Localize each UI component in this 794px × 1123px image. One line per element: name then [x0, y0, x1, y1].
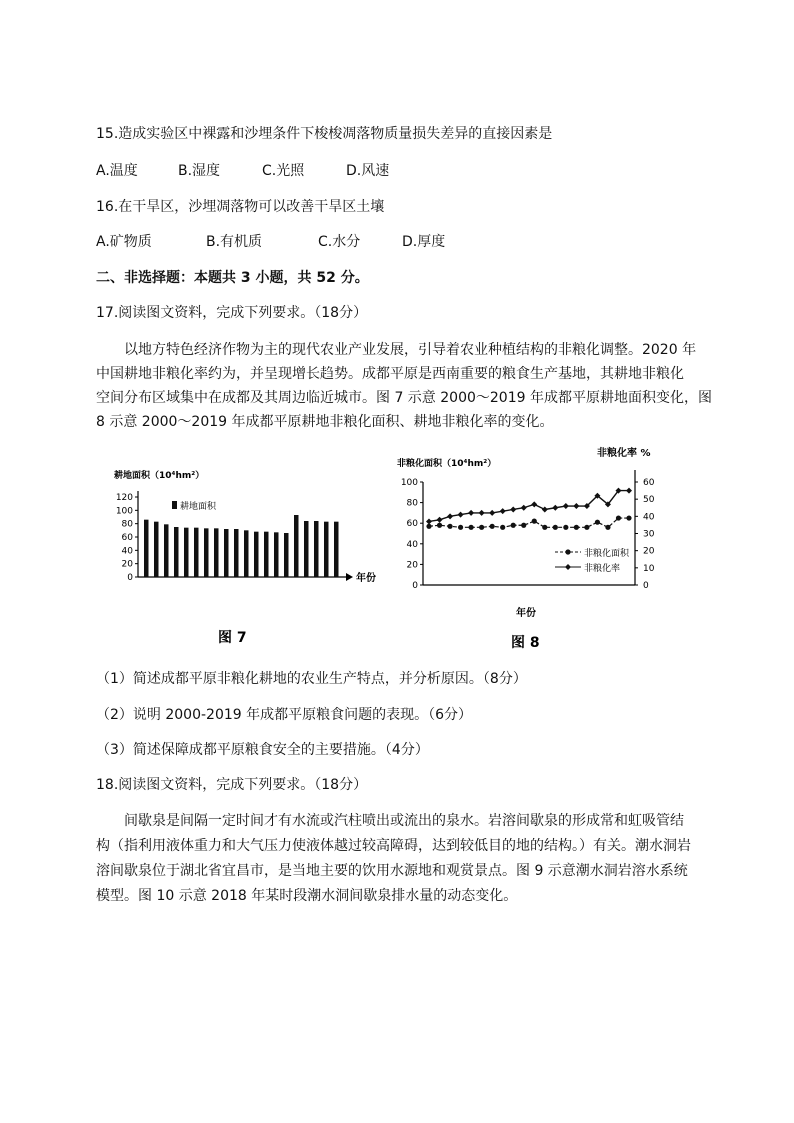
point-nonfood-rate [626, 488, 632, 494]
bar [234, 529, 239, 577]
point-nonfood-rate [437, 517, 443, 523]
y-tick-label: 0 [412, 581, 418, 591]
bar [294, 515, 299, 577]
point-nonfood-area [532, 519, 537, 524]
legend-swatch [172, 501, 177, 509]
section-title: 二、非选择题：本题共 3 小题，共 52 分。 [96, 270, 369, 286]
point-nonfood-area [479, 525, 484, 530]
q16-option-c: C.水分 [318, 234, 361, 250]
y2-tick-label: 10 [643, 563, 655, 574]
point-nonfood-area [469, 525, 474, 530]
bar [314, 521, 319, 577]
point-nonfood-area [447, 524, 452, 529]
y-tick-label: 40 [121, 546, 133, 557]
bar [144, 520, 149, 577]
y-tick-label: 20 [406, 560, 418, 571]
point-nonfood-area [500, 525, 505, 530]
y-tick-label: 20 [121, 559, 133, 570]
y2-tick-label: 30 [643, 529, 655, 540]
bar [174, 527, 179, 577]
point-nonfood-area [437, 523, 442, 528]
bar [324, 522, 329, 577]
y2-axis-label: 非粮化率 % [597, 448, 651, 459]
point-nonfood-area [574, 525, 579, 530]
point-nonfood-rate [447, 513, 453, 519]
point-nonfood-rate [573, 503, 579, 509]
point-nonfood-rate [531, 501, 537, 507]
q17-para-line-1: 以地方特色经济作物为主的现代农业产业发展，引导着农业种植结构的非粮化调整。2020 年 [124, 342, 697, 358]
q17-para-line-4: 8 示意 2000～2019 年成都平原耕地非粮化面积、耕地非粮化率的变化。 [96, 414, 554, 430]
q18-para-line-3: 溶间歇泉位于湖北省宜昌市，是当地主要的饮用水源地和观赏景点。图 9 示意潮水洞岩溶水系统 [96, 863, 688, 879]
legend-marker-area [565, 549, 570, 554]
point-nonfood-rate [458, 512, 464, 518]
point-nonfood-area [563, 525, 568, 530]
q15-option-d: D.风速 [346, 163, 390, 179]
q15-option-b: B.湿度 [178, 163, 221, 179]
point-nonfood-area [595, 520, 600, 525]
point-nonfood-rate [521, 505, 527, 511]
y2-tick-label: 60 [643, 478, 655, 488]
point-nonfood-area [521, 523, 526, 528]
point-nonfood-area [605, 525, 610, 530]
point-nonfood-rate [479, 510, 485, 516]
q18-stem: 18.阅读图文资料，完成下列要求。（18分） [96, 777, 368, 793]
q17-sub-question-1: （1）简述成都平原非粮化耕地的农业生产特点，并分析原因。（8分） [96, 671, 527, 687]
y-tick-label: 120 [115, 493, 133, 503]
legend-marker-rate [565, 564, 571, 570]
point-nonfood-area [616, 515, 621, 520]
y-tick-label: 80 [406, 498, 418, 509]
legend-label-area: 非粮化面积 [584, 549, 630, 559]
point-nonfood-rate [500, 508, 506, 514]
y-tick-label: 0 [127, 573, 133, 583]
q15-stem: 15.造成实验区中裸露和沙埋条件下梭梭凋落物质量损失差异的直接因素是 [96, 126, 553, 142]
bar [184, 528, 189, 577]
q18-para-line-2: 构（指利用液体重力和大气压力使液体越过较高障碍，达到较低目的地的结构。）有关。潮水洞岩 [96, 838, 691, 854]
x-axis-label: 年份 [516, 608, 536, 619]
point-nonfood-area [458, 525, 463, 530]
bar [164, 524, 169, 577]
point-nonfood-area [542, 525, 547, 530]
point-nonfood-area [553, 525, 558, 530]
q17-sub-question-2: （2）说明 2000-2019 年成都平原粮食问题的表现。（6分） [96, 707, 473, 723]
point-nonfood-rate [542, 506, 548, 512]
point-nonfood-rate [426, 518, 432, 524]
point-nonfood-area [511, 523, 516, 528]
q17-para-line-2: 中国耕地非粮化率约为，并呈现增长趋势。成都平原是西南重要的粮食生产基地，其耕地非粮化 [96, 366, 684, 382]
y-tick-label: 100 [400, 478, 418, 488]
legend-label-rate: 非粮化率 [584, 564, 621, 574]
y2-tick-label: 0 [643, 581, 649, 591]
y-tick-label: 60 [406, 519, 418, 530]
y2-tick-label: 20 [643, 546, 655, 557]
bar [244, 530, 249, 577]
figure-8-caption: 图 8 [511, 635, 540, 651]
point-nonfood-area [626, 515, 631, 520]
y-axis-label: 非粮化面积（10⁴hm²） [397, 459, 497, 469]
y-axis-label: 耕地面积（10⁴hm²） [114, 471, 205, 481]
y-tick-label: 60 [121, 533, 133, 543]
figure-7-chart [96, 440, 376, 655]
bar [264, 532, 269, 577]
figure-8-chart [385, 440, 685, 655]
x-axis-label: 年份 [356, 573, 376, 584]
bar [304, 521, 309, 577]
y-tick-label: 40 [406, 539, 418, 550]
x-axis-arrow [346, 573, 353, 581]
q18-para-line-1: 间歇泉是间隔一定时间才有水流或汽柱喷出或流出的泉水。岩溶间歇泉的形成常和虹吸管结 [124, 813, 684, 829]
q16-option-a: A.矿物质 [96, 234, 152, 250]
q15-option-c: C.光照 [262, 163, 305, 179]
point-nonfood-rate [468, 510, 474, 516]
q16-stem: 16.在干旱区，沙埋凋落物可以改善干旱区土壤 [96, 199, 385, 215]
bar [284, 533, 289, 577]
point-nonfood-area [584, 525, 589, 530]
legend-label: 耕地面积 [180, 502, 217, 512]
y2-tick-label: 40 [643, 512, 655, 523]
figure-7-caption: 图 7 [218, 630, 247, 646]
point-nonfood-rate [552, 505, 558, 511]
q18-para-line-4: 模型。图 10 示意 2018 年某时段潮水洞间歇泉排水量的动态变化。 [96, 888, 518, 904]
y-tick-label: 100 [115, 506, 133, 517]
point-nonfood-rate [510, 506, 516, 512]
q17-sub-question-3: （3）简述保障成都平原粮食安全的主要措施。（4分） [96, 742, 429, 758]
bar [254, 532, 259, 577]
q16-option-d: D.厚度 [402, 234, 446, 250]
y-tick-label: 80 [121, 519, 133, 530]
point-nonfood-rate [489, 510, 495, 516]
q17-stem: 17.阅读图文资料，完成下列要求。（18分） [96, 305, 368, 321]
point-nonfood-rate [563, 503, 569, 509]
q16-option-b: B.有机质 [206, 234, 263, 250]
bar [154, 522, 159, 577]
bar [214, 528, 219, 577]
bar [334, 522, 339, 577]
bar [194, 528, 199, 577]
y2-tick-label: 50 [643, 495, 655, 506]
bar [204, 528, 209, 577]
q15-option-a: A.温度 [96, 163, 138, 179]
q17-para-line-3: 空间分布区域集中在成都及其周边临近城市。图 7 示意 2000～2019 年成都平原耕地面积变化，图 [96, 390, 712, 406]
point-nonfood-area [490, 524, 495, 529]
bar [224, 529, 229, 577]
bar [274, 532, 279, 577]
